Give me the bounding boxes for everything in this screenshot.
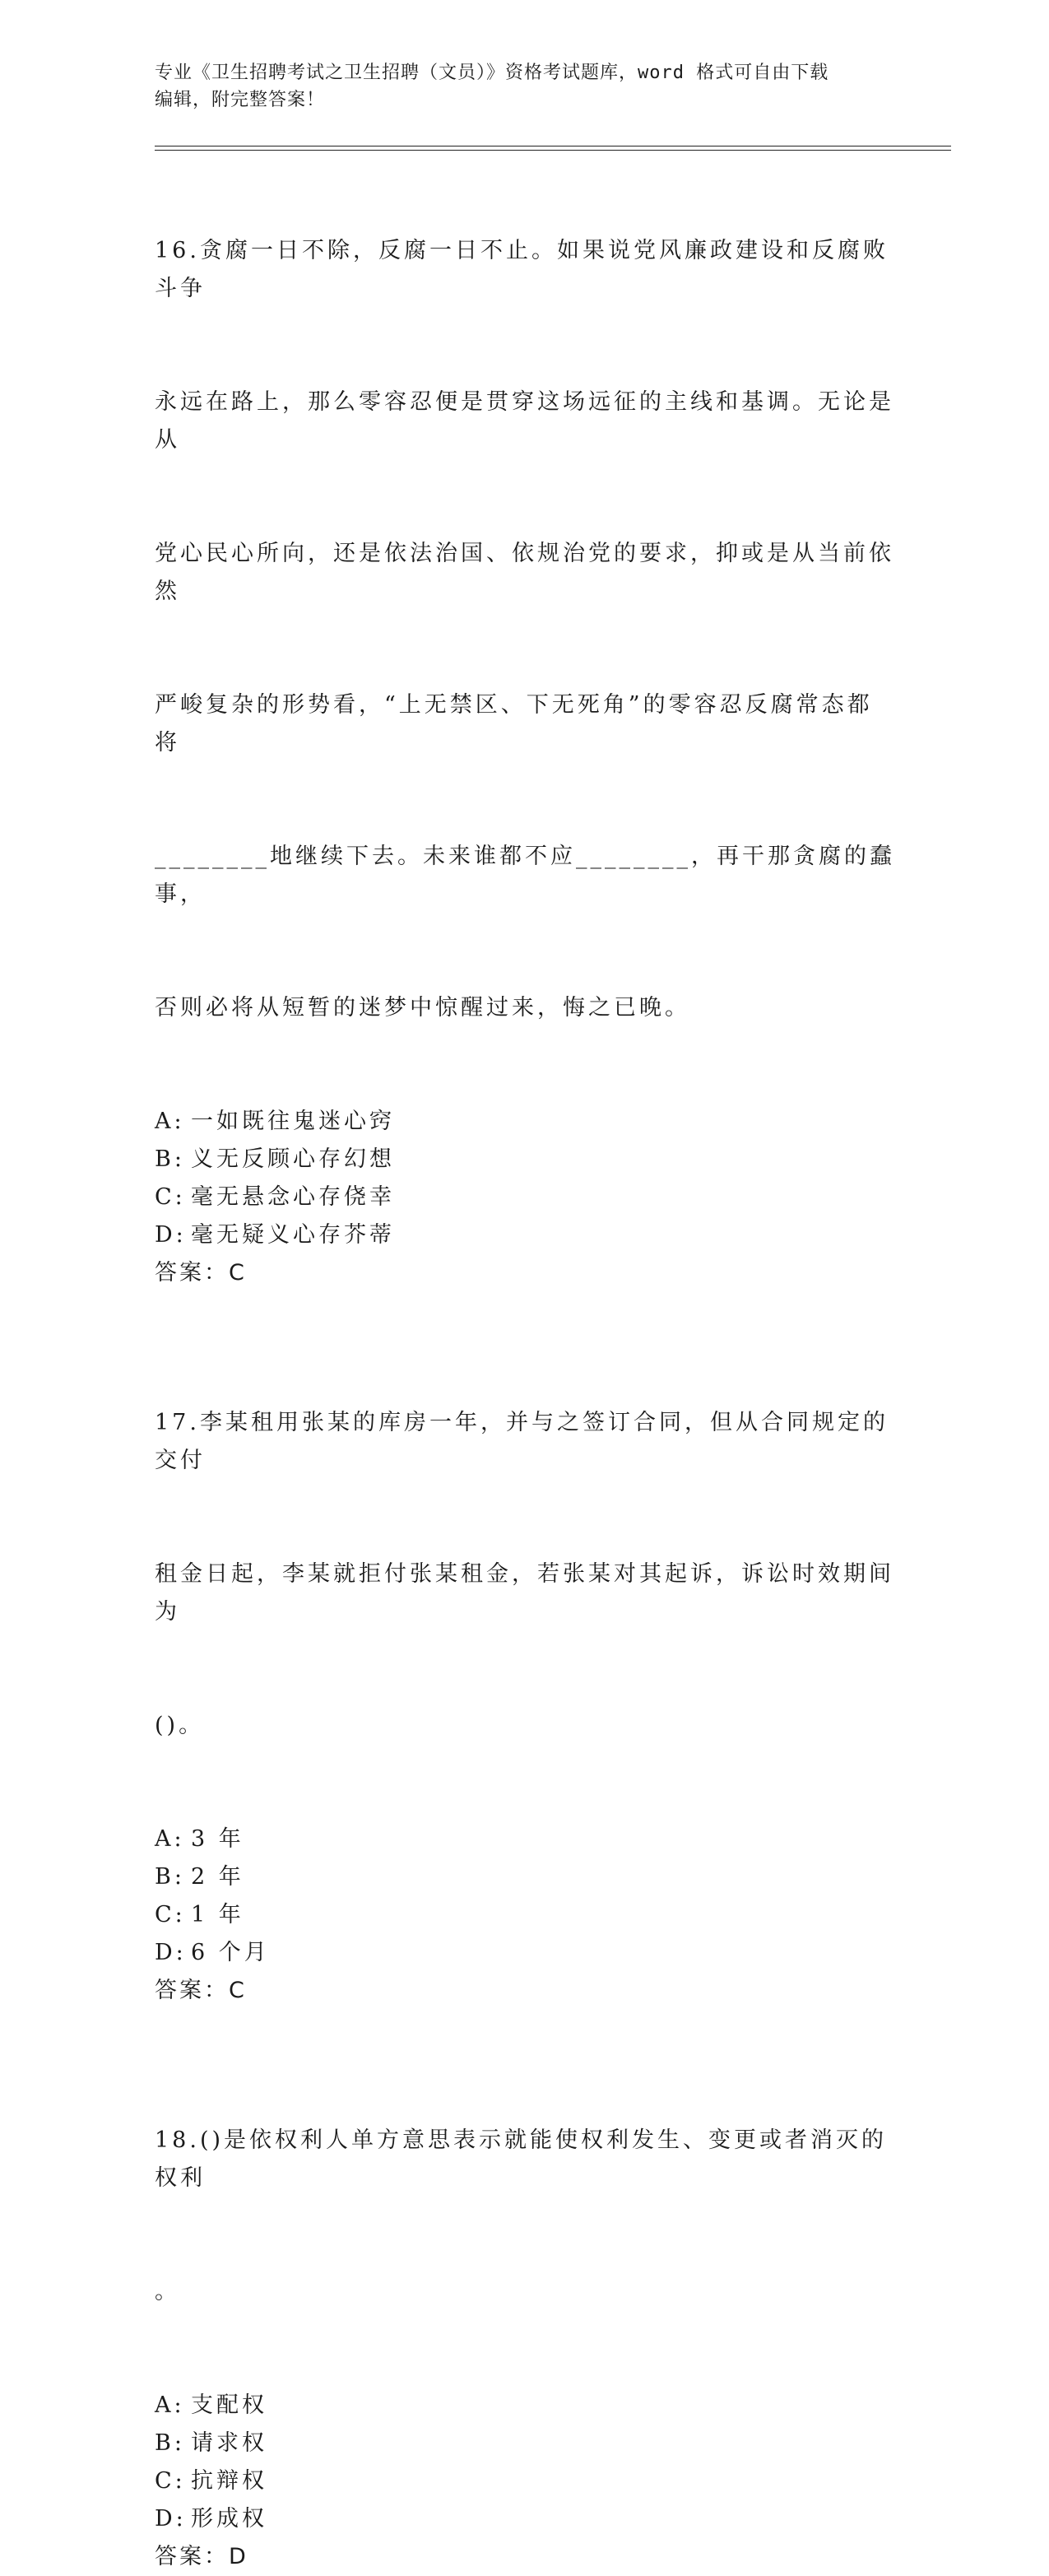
stem-line: 党心民心所向，还是依法治国、依规治党的要求，抑或是从当前依然 xyxy=(155,541,894,604)
question-16 xyxy=(155,156,895,1292)
option-letter: B: xyxy=(155,1864,185,1890)
option-b xyxy=(155,1141,895,1179)
option-letter: C: xyxy=(155,2468,186,2494)
option-letter: A: xyxy=(155,1109,185,1134)
option-letter: A: xyxy=(155,1826,185,1852)
option-a xyxy=(155,2387,895,2425)
answer-line: 答案：D xyxy=(155,2544,248,2569)
answer-line: 答案：C xyxy=(155,1260,247,1286)
question-stem xyxy=(155,156,895,1103)
document-header xyxy=(155,59,879,114)
option-c xyxy=(155,1896,895,1934)
header-line-1: 专业《卫生招聘考试之卫生招聘（文员）》资格考试题库，word 格式可自由下载 xyxy=(155,63,829,83)
question-stem xyxy=(155,1328,895,1820)
option-d xyxy=(155,2500,895,2538)
option-list xyxy=(155,1103,895,1254)
stem-line: 16.贪腐一日不除，反腐一日不止。如果说党风廉政建设和反腐败斗争 xyxy=(155,238,889,301)
question-17 xyxy=(155,1328,895,2010)
option-list xyxy=(155,1820,895,1972)
stem-line: 严峻复杂的形势看，“上无禁区、下无死角”的零容忍反腐常态都将 xyxy=(155,692,873,756)
option-text: 请求权 xyxy=(191,2430,267,2456)
option-text: 形成权 xyxy=(191,2506,267,2532)
option-a xyxy=(155,1103,895,1141)
option-text: 抗辩权 xyxy=(191,2468,267,2494)
option-list xyxy=(155,2387,895,2538)
option-text: 义无反顾心存幻想 xyxy=(191,1146,395,1172)
question-stem xyxy=(155,2046,895,2387)
option-letter: D: xyxy=(155,2506,187,2532)
stem-line: ________地继续下去。未来谁都不应________，再干那贪腐的蠢事， xyxy=(155,844,895,907)
option-letter: D: xyxy=(155,1940,187,1965)
question-18 xyxy=(155,2046,895,2576)
question-spacer xyxy=(155,1292,895,1328)
question-spacer xyxy=(155,2010,895,2046)
option-a xyxy=(155,1820,895,1858)
option-letter: D: xyxy=(155,1222,187,1248)
header-line-2: 编辑，附完整答案！ xyxy=(155,90,326,110)
option-c xyxy=(155,1179,895,1216)
option-text: 2 年 xyxy=(191,1864,244,1890)
stem-line: 18.()是依权利人单方意思表示就能使权利发生、变更或者消灭的权利 xyxy=(155,2127,888,2191)
option-text: 1 年 xyxy=(191,1902,244,1927)
option-letter: B: xyxy=(155,1146,185,1172)
option-letter: C: xyxy=(155,1184,186,1210)
option-text: 3 年 xyxy=(191,1826,244,1852)
option-text: 毫无疑义心存芥蒂 xyxy=(191,1222,395,1248)
option-text: 6 个月 xyxy=(191,1940,270,1965)
option-letter: B: xyxy=(155,2430,185,2456)
question-list xyxy=(155,156,895,2576)
stem-line: ()。 xyxy=(155,1713,205,1738)
answer-line: 答案：C xyxy=(155,1978,247,2003)
stem-line: 否则必将从短暂的迷梦中惊醒过来，悔之已晚。 xyxy=(155,995,690,1021)
stem-line: 17.李某租用张某的库房一年，并与之签订合同，但从合同规定的交付 xyxy=(155,1410,889,1473)
option-letter: A: xyxy=(155,2392,185,2418)
option-text: 毫无悬念心存侥幸 xyxy=(191,1184,395,1210)
option-text: 一如既往鬼迷心窍 xyxy=(191,1109,395,1134)
option-d xyxy=(155,1216,895,1254)
header-rule-bottom xyxy=(155,150,951,151)
stem-line: 。 xyxy=(155,2279,180,2304)
option-letter: C: xyxy=(155,1902,186,1927)
stem-line: 租金日起，李某就拒付张某租金，若张某对其起诉，诉讼时效期间为 xyxy=(155,1561,894,1625)
option-b xyxy=(155,2425,895,2462)
option-text: 支配权 xyxy=(191,2392,267,2418)
option-b xyxy=(155,1858,895,1896)
stem-line: 永远在路上，那么零容忍便是贯穿这场远征的主线和基调。无论是从 xyxy=(155,389,894,453)
option-d xyxy=(155,1934,895,1972)
option-c xyxy=(155,2462,895,2500)
